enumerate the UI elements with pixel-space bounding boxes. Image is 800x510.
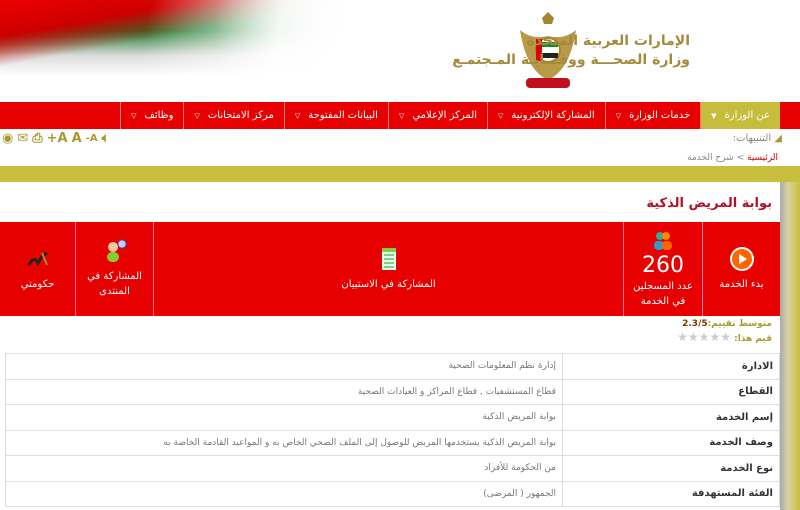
content-panel [0, 182, 780, 510]
star-icon[interactable]: ★ [698, 330, 710, 344]
table-row: نوع الخدمة من الحكومة للأفراد [6, 456, 780, 482]
users-icon [651, 229, 675, 253]
play-icon [730, 247, 754, 271]
nav-open-data[interactable]: البيانات المفتوحة ▽ [284, 102, 388, 129]
star-icon[interactable]: ★ [720, 330, 731, 344]
star-icon[interactable]: ★ [677, 330, 688, 344]
toolbar [0, 128, 800, 152]
chevron-down-icon: ▽ [398, 111, 405, 120]
chevron-down-icon: ▽ [194, 111, 200, 120]
speaker-icon[interactable]: 🔈︎ [101, 131, 110, 146]
star-icon[interactable]: ★ [687, 330, 699, 344]
main-nav [0, 102, 800, 129]
nav-e-participation[interactable]: المشاركة الإلكترونية ▽ [487, 102, 605, 129]
service-tiles [0, 222, 780, 316]
table-row: الفئة المستهدفة الجمهور ( المرضى) [6, 481, 780, 507]
font-decrease-button[interactable]: -A [85, 133, 98, 144]
font-normal-button[interactable]: A [71, 131, 82, 146]
survey-tile[interactable]: المشاركة في الاستبيان [153, 222, 623, 316]
rating-section: متوسط تقييم:2.3/5 قيم هذا: ★★★★★ [677, 319, 772, 344]
table-row: القطاع قطاع المستشفيات , قطاع المراكز و العيادات الصحية [6, 379, 780, 405]
hukoomati-logo-icon [26, 247, 50, 271]
page-title: بوابة المريض الذكية [646, 196, 772, 211]
nav-ministry-services[interactable]: خدمات الوزارة ▽ [605, 102, 700, 129]
forum-user-icon [103, 239, 127, 263]
eye-icon[interactable]: ◉ [2, 131, 14, 146]
site-header [0, 0, 800, 102]
table-row: الادارة إدارة نظم المعلومات الصحية [6, 354, 780, 380]
breadcrumb-home[interactable]: الرئيسية [747, 153, 778, 163]
nav-about-ministry[interactable]: عن الوزارة ▼ [700, 102, 780, 129]
hukoomati-tile[interactable]: حكومتي [0, 222, 75, 316]
survey-document-icon [377, 247, 401, 271]
table-row: وصف الخدمة بوابة المريض الذكية يستخدمها المريض للوصول إلى الملف الصحي الخاص به و المواعيد القادمة الخاصة به [6, 430, 780, 456]
font-increase-button[interactable]: +A [46, 131, 68, 146]
breadcrumb-current: شرح الخدمة [687, 153, 734, 163]
nav-jobs[interactable]: وظائف ▽ [120, 102, 183, 129]
alerts[interactable]: ◢ التنبيهات: [732, 133, 782, 144]
chevron-down-icon: ▽ [615, 111, 622, 120]
divider-band [0, 166, 800, 182]
bell-icon: ◢ [774, 133, 782, 144]
nav-exams-center[interactable]: مركز الامتحانات ▽ [183, 102, 283, 129]
registered-count: 260 [642, 253, 684, 278]
registered-users-tile: 260 عدد المسجلين في الخدمة [623, 222, 702, 316]
chevron-down-icon: ▽ [131, 111, 137, 120]
average-rating: 2.3/5 [682, 319, 708, 329]
ministry-name: الإمارات العربية المتحدة وزارة الصحـــة ووقـــايـة المـجتمـع [452, 33, 690, 68]
table-row: إسم الخدمة بوابة المريض الذكية [6, 405, 780, 431]
nav-media-center[interactable]: المركز الإعلامي ▽ [388, 102, 487, 129]
print-icon[interactable]: ⎙ [32, 131, 43, 146]
breadcrumb: الرئيسية > شرح الخدمة [687, 153, 778, 163]
email-icon[interactable]: ✉ [17, 131, 29, 146]
start-service-tile[interactable]: بدء الخدمة [702, 222, 780, 316]
chevron-down-icon: ▼ [711, 111, 717, 120]
rating-stars[interactable] [677, 330, 731, 344]
service-details-table [5, 353, 780, 507]
star-icon[interactable]: ★ [709, 330, 721, 344]
chevron-down-icon: ▽ [498, 111, 504, 120]
chevron-down-icon: ▽ [294, 111, 301, 120]
forum-tile[interactable]: المشاركة في المنتدى [75, 222, 153, 316]
